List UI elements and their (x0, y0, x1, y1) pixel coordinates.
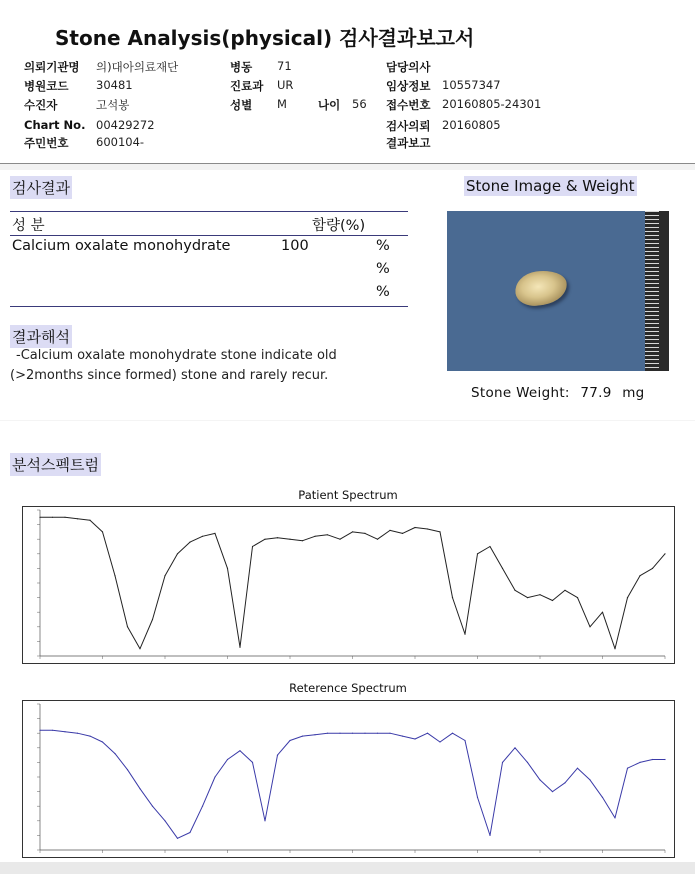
spectrum-point (89, 736, 90, 737)
receipt-no-label: 접수번호 (386, 98, 431, 112)
interpretation-heading: 결과해석 (10, 325, 72, 348)
spectrum-point (489, 835, 490, 836)
rrn-label: 주민번호 (24, 136, 69, 150)
spectrum-point (77, 733, 78, 734)
spectrum-point (427, 528, 428, 529)
patient-value: 고석봉 (96, 98, 130, 112)
hospital-code-value: 30481 (96, 78, 133, 92)
spectrum-point (639, 575, 640, 576)
spectrum-point (189, 832, 190, 833)
spectrum-point (339, 733, 340, 734)
results-heading: 검사결과 (10, 176, 72, 199)
stone-weight-label: Stone Weight: (471, 385, 570, 401)
spectrum-point (389, 530, 390, 531)
spectrum-point (214, 776, 215, 777)
dept-value: UR (277, 78, 294, 92)
clinical-info-label: 임상정보 (386, 79, 431, 93)
spectrum-point (564, 782, 565, 783)
spectrum-point (539, 779, 540, 780)
spectrum-point (439, 531, 440, 532)
spectrum-point (627, 768, 628, 769)
sex-label: 성별 (230, 98, 253, 112)
spectrum-point (52, 730, 53, 731)
result-unit: % (376, 238, 390, 254)
component-column-header: 성 분 (12, 218, 45, 234)
spectrum-point (214, 533, 215, 534)
spectrum-point (127, 626, 128, 627)
spectrum-point (589, 779, 590, 780)
spectrum-point (402, 736, 403, 737)
stone-weight (471, 385, 645, 401)
spectrum-point (452, 733, 453, 734)
stone-photo (447, 211, 669, 371)
section-spacer (0, 420, 695, 421)
results-top-rule (10, 211, 408, 212)
result-unit: % (376, 261, 390, 277)
spectrum-point (114, 753, 115, 754)
ward-value: 71 (277, 59, 292, 73)
request-date-value: 20160805 (442, 118, 501, 132)
receipt-no-value: 20160805-24301 (442, 97, 542, 111)
spectrum-point (39, 730, 40, 731)
spectrum-point (577, 768, 578, 769)
spectrum-point (539, 594, 540, 595)
spectrum-point (514, 747, 515, 748)
spectrum-point (377, 539, 378, 540)
stone-image-heading: Stone Image & Weight (466, 177, 635, 195)
age-label: 나이 (318, 98, 341, 112)
spectrum-point (627, 597, 628, 598)
spectrum-point (364, 533, 365, 534)
hospital-code-label: 병원코드 (24, 79, 69, 93)
results-header-rule (10, 235, 408, 236)
spectrum-point (514, 590, 515, 591)
reference-spectrum-chart (22, 700, 675, 858)
spectrum-point (264, 539, 265, 540)
spectrum-point (364, 733, 365, 734)
spectrum-point (352, 531, 353, 532)
ruler-edge (659, 211, 669, 371)
content-column-header: 함량(%) (312, 218, 366, 234)
patient-spectrum-title: Patient Spectrum (298, 488, 398, 502)
chart-no-label: Chart No. (24, 118, 86, 132)
spectrum-point (614, 648, 615, 649)
spectrum-point (489, 546, 490, 547)
spectrum-point (464, 740, 465, 741)
spectrum-point (77, 518, 78, 519)
spectrum-point (652, 759, 653, 760)
spectrum-point (189, 542, 190, 543)
spectrum-point (277, 755, 278, 756)
chart-frame (23, 701, 675, 858)
spectrum-point (652, 568, 653, 569)
result-component: Calcium oxalate monohydrate (12, 238, 231, 254)
doctor-label: 담당의사 (386, 60, 431, 74)
spectrum-point (402, 533, 403, 534)
spectrum-point (664, 759, 665, 760)
spectrum-point (464, 634, 465, 635)
spectrum-point (102, 531, 103, 532)
patient-label: 수진자 (24, 98, 58, 112)
spectrum-point (664, 553, 665, 554)
spectrum-point (139, 788, 140, 789)
spectrum-point (152, 806, 153, 807)
spectrum-point (89, 520, 90, 521)
spectrum-point (64, 517, 65, 518)
spectrum-point (302, 736, 303, 737)
sex-value: M (277, 97, 287, 111)
report-date-label: 결과보고 (386, 136, 431, 150)
institution-value: 의)대아의료재단 (96, 60, 179, 74)
spectrum-point (252, 762, 253, 763)
spectrum-point (227, 568, 228, 569)
spectrum-point (552, 791, 553, 792)
spectrum-point (389, 733, 390, 734)
spectrum-heading: 분석스펙트럼 (10, 453, 101, 476)
spectrum-point (314, 536, 315, 537)
results-bottom-rule (10, 306, 408, 307)
spectrum-point (502, 568, 503, 569)
spectrum-point (139, 648, 140, 649)
spectrum-point (602, 612, 603, 613)
spectrum-point (289, 740, 290, 741)
spectrum-point (177, 838, 178, 839)
clinical-info-value: 10557347 (442, 78, 501, 92)
spectrum-point (602, 797, 603, 798)
patient-spectrum-chart (22, 506, 675, 664)
spectrum-point (639, 762, 640, 763)
spectrum-point (127, 769, 128, 770)
spectrum-point (527, 762, 528, 763)
spectrum-point (439, 741, 440, 742)
interpretation-line-2: (>2months since formed) stone and rarely recur. (10, 368, 329, 383)
spectrum-point (64, 731, 65, 732)
spectrum-point (577, 597, 578, 598)
spectrum-point (152, 619, 153, 620)
spectrum-point (239, 750, 240, 751)
spectrum-point (314, 734, 315, 735)
reference-spectrum-title: Reterence Spectrum (289, 681, 407, 695)
header-band (0, 164, 695, 170)
dept-label: 진료과 (230, 79, 264, 93)
spectrum-point (264, 820, 265, 821)
spectrum-point (552, 600, 553, 601)
spectrum-point (477, 553, 478, 554)
result-unit: % (376, 284, 390, 300)
spectrum-point (414, 527, 415, 528)
spectrum-point (114, 575, 115, 576)
chart-frame (23, 507, 675, 664)
spectrum-point (502, 762, 503, 763)
stone-weight-unit: mg (622, 385, 645, 401)
spectrum-point (302, 540, 303, 541)
chart-no-value: 00429272 (96, 118, 155, 132)
page-bottom-band (0, 862, 695, 874)
spectrum-point (52, 517, 53, 518)
spectrum-point (377, 733, 378, 734)
age-value: 56 (352, 97, 367, 111)
rrn-value: 600104- (96, 135, 145, 149)
spectrum-point (239, 647, 240, 648)
spectrum-point (177, 553, 178, 554)
spectrum-point (164, 820, 165, 821)
spectrum-point (427, 733, 428, 734)
spectrum-point (102, 741, 103, 742)
spectrum-point (277, 537, 278, 538)
spectrum-point (414, 738, 415, 739)
spectrum-point (527, 597, 528, 598)
spectrum-point (564, 590, 565, 591)
interpretation-line-1: -Calcium oxalate monohydrate stone indicate old (16, 348, 337, 363)
spectrum-point (352, 733, 353, 734)
spectrum-point (452, 597, 453, 598)
request-date-label: 검사의뢰 (386, 119, 431, 133)
spectrum-point (227, 759, 228, 760)
spectrum-point (39, 517, 40, 518)
spectrum-point (252, 546, 253, 547)
spectrum-point (289, 539, 290, 540)
spectrum-point (339, 539, 340, 540)
spectrum-point (202, 806, 203, 807)
institution-label: 의뢰기관명 (24, 60, 80, 74)
spectrum-point (477, 797, 478, 798)
spectrum-point (327, 534, 328, 535)
stone-specimen (513, 268, 569, 309)
spectrum-point (164, 575, 165, 576)
result-value: 100 (281, 238, 309, 254)
spectrum-point (589, 626, 590, 627)
stone-weight-value: 77.9 (580, 385, 612, 401)
report-title: Stone Analysis(physical) 검사결과보고서 (55, 26, 475, 50)
spectrum-point (614, 817, 615, 818)
spectrum-point (202, 536, 203, 537)
spectrum-point (327, 733, 328, 734)
ward-label: 병동 (230, 60, 253, 74)
measurement-ruler (645, 211, 669, 371)
